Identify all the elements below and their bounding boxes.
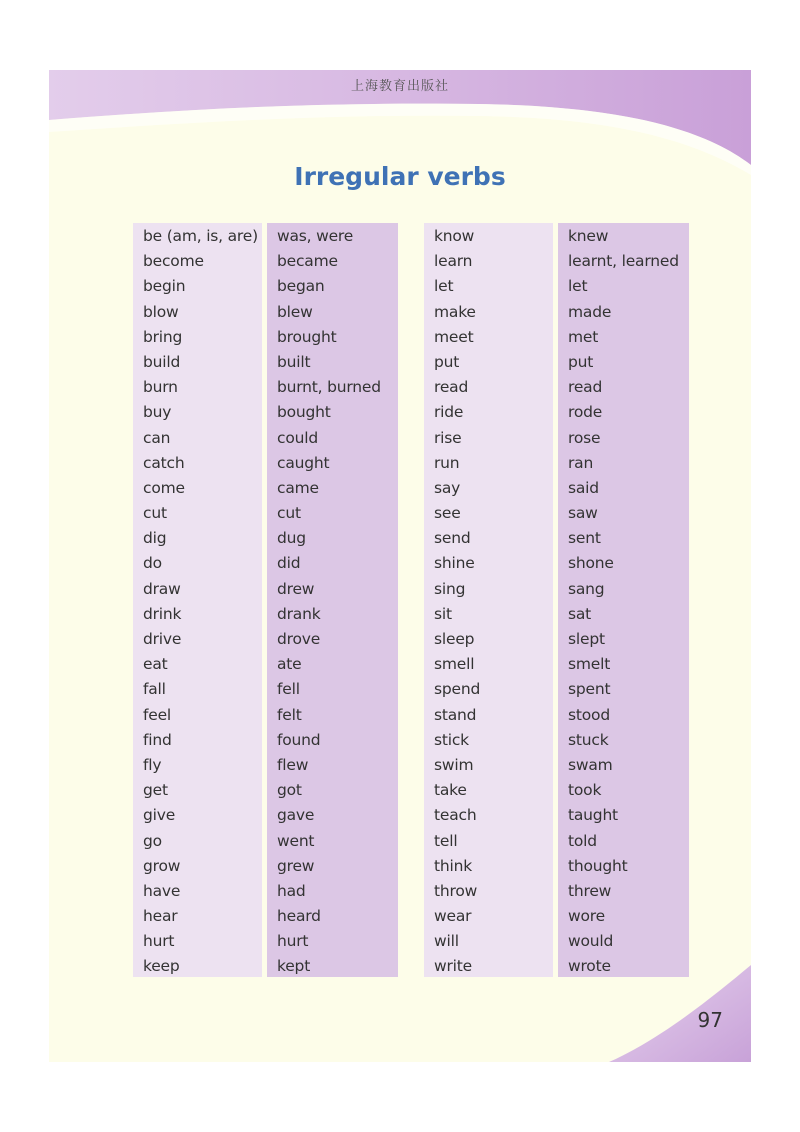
base-verb-cell: catch bbox=[143, 453, 185, 472]
base-verb-cell: teach bbox=[434, 806, 477, 825]
base-verb-cell: tell bbox=[434, 831, 458, 850]
past-verb-cell: ran bbox=[568, 453, 594, 472]
past-verb-cell: bought bbox=[277, 403, 331, 422]
base-verb-cell: cut bbox=[143, 504, 167, 523]
right-base-form-column bbox=[424, 223, 553, 977]
base-verb-cell: burn bbox=[143, 378, 178, 397]
past-verb-cell: did bbox=[277, 554, 301, 573]
base-verb-cell: let bbox=[434, 277, 454, 296]
past-verb-cell: drew bbox=[277, 579, 315, 598]
past-verb-cell: grew bbox=[277, 856, 315, 875]
past-verb-cell: learnt, learned bbox=[568, 252, 679, 271]
left-base-form-column bbox=[133, 223, 262, 977]
base-verb-cell: go bbox=[143, 831, 162, 850]
base-verb-cell: feel bbox=[143, 705, 172, 724]
past-verb-cell: said bbox=[568, 478, 599, 497]
base-verb-cell: stick bbox=[434, 730, 469, 749]
past-verb-cell: felt bbox=[277, 705, 302, 724]
base-verb-cell: spend bbox=[434, 680, 481, 699]
past-verb-cell: stuck bbox=[568, 730, 609, 749]
past-verb-cell: read bbox=[568, 378, 603, 397]
base-verb-cell: take bbox=[434, 781, 467, 800]
base-verb-cell: stand bbox=[434, 705, 477, 724]
base-verb-cell: hear bbox=[143, 907, 178, 926]
base-verb-cell: put bbox=[434, 352, 460, 371]
past-verb-cell: sent bbox=[568, 529, 601, 548]
base-verb-cell: run bbox=[434, 453, 460, 472]
past-verb-cell: took bbox=[568, 781, 602, 800]
base-verb-cell: keep bbox=[143, 957, 180, 976]
base-verb-cell: throw bbox=[434, 881, 478, 900]
past-verb-cell: caught bbox=[277, 453, 330, 472]
base-verb-cell: sleep bbox=[434, 630, 475, 648]
base-verb-cell: wear bbox=[434, 907, 472, 926]
past-verb-cell: shone bbox=[568, 554, 614, 573]
past-verb-cell: thought bbox=[568, 856, 628, 875]
past-verb-cell: had bbox=[277, 881, 306, 900]
past-verb-cell: kept bbox=[277, 957, 311, 976]
base-verb-cell: blow bbox=[143, 302, 179, 321]
base-verb-cell: become bbox=[143, 252, 204, 271]
past-verb-cell: blew bbox=[277, 302, 313, 321]
base-verb-cell: sing bbox=[434, 579, 466, 598]
past-verb-cell: heard bbox=[277, 907, 321, 926]
base-verb-cell: be (am, is, are) bbox=[143, 227, 258, 245]
base-verb-cell: shine bbox=[434, 554, 475, 573]
base-verb-cell: see bbox=[434, 504, 461, 523]
base-verb-cell: read bbox=[434, 378, 469, 397]
base-verb-cell: draw bbox=[143, 579, 181, 598]
past-verb-cell: would bbox=[568, 932, 614, 951]
past-verb-cell: burnt, burned bbox=[277, 378, 381, 397]
past-verb-cell: sat bbox=[568, 604, 592, 623]
past-verb-cell: became bbox=[277, 252, 338, 271]
base-verb-cell: meet bbox=[434, 327, 474, 346]
past-verb-cell: flew bbox=[277, 755, 309, 774]
past-verb-cell: hurt bbox=[277, 932, 309, 951]
past-verb-cell: put bbox=[568, 352, 594, 371]
base-verb-cell: get bbox=[143, 781, 168, 800]
past-verb-cell: built bbox=[277, 352, 311, 371]
past-verb-cell: got bbox=[277, 781, 302, 800]
past-verb-cell: cut bbox=[277, 504, 301, 523]
base-verb-cell: make bbox=[434, 302, 476, 321]
textbook-page bbox=[49, 70, 751, 1062]
base-verb-cell: do bbox=[143, 554, 162, 573]
base-verb-cell: buy bbox=[143, 403, 172, 422]
past-verb-cell: stood bbox=[568, 705, 610, 724]
base-verb-cell: think bbox=[434, 856, 473, 875]
past-verb-cell: fell bbox=[277, 680, 300, 699]
base-verb-cell: grow bbox=[143, 856, 181, 875]
past-verb-cell: brought bbox=[277, 327, 337, 346]
past-verb-cell: made bbox=[568, 302, 612, 321]
base-verb-cell: say bbox=[434, 478, 461, 497]
page-title: Irregular verbs bbox=[294, 162, 506, 191]
past-verb-cell: found bbox=[277, 730, 321, 749]
base-verb-cell: drive bbox=[143, 630, 182, 648]
past-verb-cell: could bbox=[277, 428, 318, 447]
past-verb-cell: went bbox=[277, 831, 315, 850]
past-verb-cell: met bbox=[568, 327, 599, 346]
base-verb-cell: write bbox=[434, 957, 472, 976]
past-verb-cell: told bbox=[568, 831, 597, 850]
past-verb-cell: saw bbox=[568, 504, 598, 523]
past-verb-cell: rose bbox=[568, 428, 601, 447]
base-verb-cell: will bbox=[434, 932, 459, 951]
left-past-form-column bbox=[267, 223, 398, 977]
base-verb-cell: bring bbox=[143, 327, 183, 346]
base-verb-cell: learn bbox=[434, 252, 473, 271]
right-past-form-column bbox=[558, 223, 689, 977]
base-verb-cell: rise bbox=[434, 428, 462, 447]
past-verb-cell: slept bbox=[568, 630, 605, 648]
past-verb-cell: wrote bbox=[568, 957, 611, 976]
base-verb-cell: eat bbox=[143, 655, 168, 674]
base-verb-cell: send bbox=[434, 529, 471, 548]
past-verb-cell: came bbox=[277, 478, 319, 497]
past-verb-cell: threw bbox=[568, 881, 612, 900]
base-verb-cell: have bbox=[143, 881, 181, 900]
base-verb-cell: fall bbox=[143, 680, 166, 699]
base-verb-cell: smell bbox=[434, 655, 475, 674]
past-verb-cell: began bbox=[277, 277, 325, 296]
past-verb-cell: drove bbox=[277, 630, 321, 648]
page-number: 97 bbox=[697, 1008, 723, 1032]
past-verb-cell: rode bbox=[568, 403, 603, 422]
base-verb-cell: fly bbox=[143, 755, 162, 774]
base-verb-cell: can bbox=[143, 428, 171, 447]
base-verb-cell: build bbox=[143, 352, 181, 371]
base-verb-cell: find bbox=[143, 730, 172, 749]
past-verb-cell: gave bbox=[277, 806, 315, 825]
base-verb-cell: begin bbox=[143, 277, 186, 296]
past-verb-cell: was, were bbox=[277, 227, 354, 245]
past-verb-cell: knew bbox=[568, 227, 609, 245]
past-verb-cell: sang bbox=[568, 579, 605, 598]
base-verb-cell: drink bbox=[143, 604, 182, 623]
past-verb-cell: swam bbox=[568, 755, 613, 774]
publisher-header: 上海教育出版社 bbox=[350, 79, 449, 94]
base-verb-cell: know bbox=[434, 227, 475, 245]
base-verb-cell: come bbox=[143, 478, 185, 497]
past-verb-cell: taught bbox=[568, 806, 618, 825]
past-verb-cell: spent bbox=[568, 680, 611, 699]
past-verb-cell: wore bbox=[568, 907, 605, 926]
base-verb-cell: sit bbox=[434, 604, 452, 623]
base-verb-cell: dig bbox=[143, 529, 167, 548]
base-verb-cell: give bbox=[143, 806, 176, 825]
past-verb-cell: dug bbox=[277, 529, 306, 548]
base-verb-cell: ride bbox=[434, 403, 464, 422]
base-verb-cell: swim bbox=[434, 755, 474, 774]
base-verb-cell: hurt bbox=[143, 932, 175, 951]
past-verb-cell: smelt bbox=[568, 655, 611, 674]
past-verb-cell: drank bbox=[277, 604, 321, 623]
past-verb-cell: let bbox=[568, 277, 588, 296]
past-verb-cell: ate bbox=[277, 655, 302, 674]
